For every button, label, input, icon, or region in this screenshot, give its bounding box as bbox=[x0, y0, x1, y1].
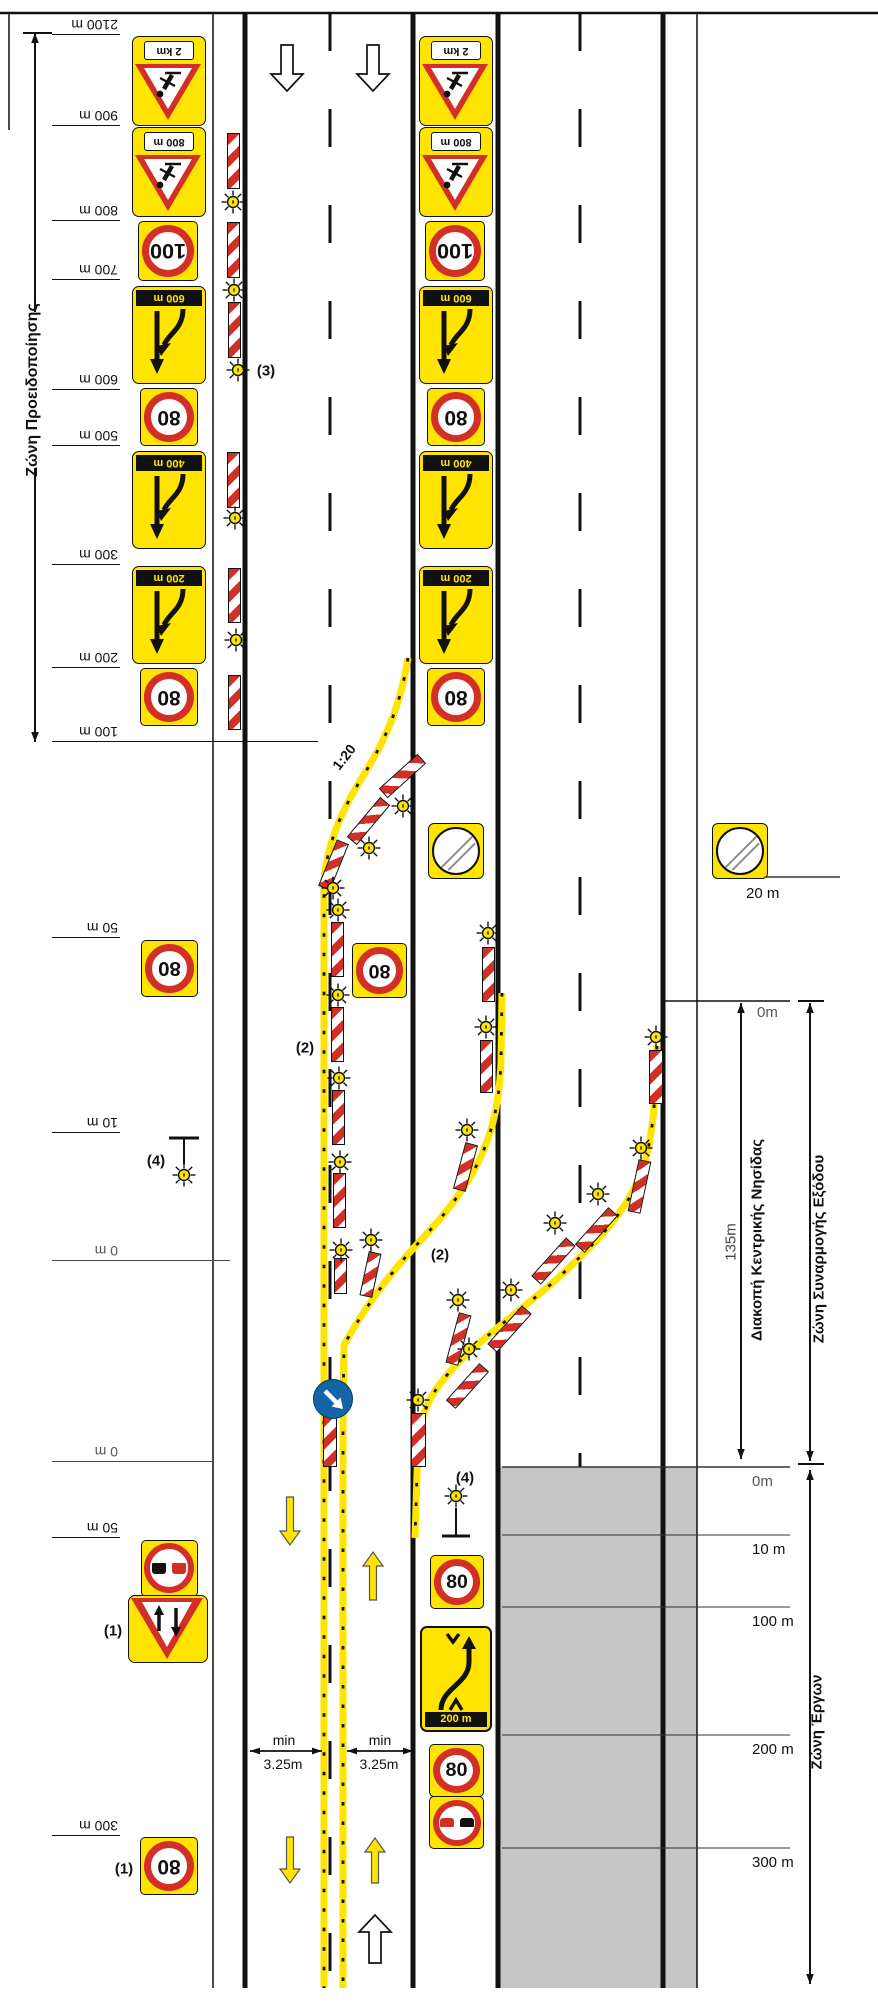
barrier-panel bbox=[480, 1040, 493, 1093]
min-width-label-left: min bbox=[272, 1732, 296, 1748]
speed-limit-value: 100 bbox=[429, 225, 481, 277]
distance-marker-line bbox=[52, 564, 120, 565]
work-zone-marker: 100 m bbox=[752, 1613, 794, 1630]
distance-marker: 50 m bbox=[86, 1520, 118, 1536]
distance-marker: 800 m bbox=[79, 203, 118, 219]
sign-speed bbox=[140, 668, 198, 726]
callout-label: (4) bbox=[146, 1152, 166, 1170]
traffic-arrow-down bbox=[357, 45, 389, 91]
sign-lane_ends bbox=[419, 286, 493, 384]
median-break-label: Διακοπή Κεντρικής Νησίδας bbox=[748, 1138, 766, 1342]
lane-ends-icon bbox=[131, 468, 205, 548]
sign-no_overtake bbox=[429, 1796, 484, 1849]
traffic-arrow-up bbox=[363, 1552, 383, 1600]
distance-marker-line bbox=[52, 445, 120, 446]
callout-label: (3) bbox=[256, 362, 276, 380]
distance-marker: 50 m bbox=[86, 920, 118, 936]
sign-speed bbox=[429, 1744, 484, 1797]
speed-limit-value: 80 bbox=[433, 1748, 480, 1793]
distance-marker: 300 m bbox=[79, 547, 118, 563]
speed-limit-value: 80 bbox=[431, 392, 481, 442]
lane-ends-icon bbox=[418, 583, 492, 663]
lane-ends-icon bbox=[418, 468, 492, 548]
temp-line-crossover-outer bbox=[343, 993, 502, 1414]
sign-speed bbox=[425, 221, 485, 281]
distance-plaque: 200 m bbox=[423, 570, 489, 586]
distance-marker: 200 m bbox=[79, 650, 118, 666]
speed-limit-value: 80 bbox=[144, 672, 194, 722]
dimension-arrowhead bbox=[806, 1003, 814, 1013]
work-zone-marker: 0m bbox=[752, 1473, 773, 1490]
sign-lane_ends bbox=[132, 286, 206, 384]
sign-speed bbox=[140, 1837, 198, 1895]
temp-line-crossover-inner bbox=[415, 1046, 657, 1538]
warning-light-icon bbox=[445, 1485, 468, 1508]
sign-lane_ends bbox=[419, 566, 493, 664]
distance-marker-line bbox=[52, 389, 120, 390]
speed-limit-value: 80 bbox=[144, 392, 194, 442]
lane-ends-icon bbox=[131, 583, 205, 663]
lamp-post-icon bbox=[442, 1485, 470, 1537]
distance-marker-line bbox=[52, 34, 120, 35]
dimension-arrowhead bbox=[737, 1449, 745, 1459]
barrier-panel bbox=[228, 675, 241, 730]
zero-marker-top: 0m bbox=[757, 1004, 778, 1021]
distance-marker: 700 m bbox=[79, 262, 118, 278]
warning-light-icon bbox=[173, 1164, 196, 1187]
sign-lane_ends bbox=[132, 566, 206, 664]
barrier-panel bbox=[227, 222, 240, 278]
speed-limit-value: 100 bbox=[142, 225, 194, 277]
traffic-arrow-down bbox=[280, 1837, 300, 1883]
taper-ratio-label: 1:20 bbox=[329, 741, 359, 773]
barrier-panel bbox=[228, 568, 241, 623]
dimension-arrowhead bbox=[31, 33, 39, 43]
distance-marker-line bbox=[52, 125, 120, 126]
distance-marker-line bbox=[52, 1132, 120, 1133]
dimension-arrowhead bbox=[737, 1003, 745, 1013]
min-width-value-left: 3.25m bbox=[263, 1756, 303, 1772]
barrier-panel bbox=[228, 302, 241, 358]
sign-works_triangle bbox=[132, 36, 206, 126]
speed-limit-value: 80 bbox=[144, 1841, 194, 1891]
distance-marker: 600 m bbox=[79, 372, 118, 388]
barrier-panel bbox=[332, 1090, 345, 1145]
sign-speed bbox=[430, 1555, 484, 1609]
dimension-arrowhead bbox=[31, 732, 39, 742]
sign-no_overtake bbox=[141, 1540, 198, 1597]
distance-plaque: 200 m bbox=[136, 570, 202, 586]
traffic-arrow-down bbox=[280, 1497, 300, 1545]
barrier-panel bbox=[227, 133, 240, 189]
speed-limit-value: 80 bbox=[434, 1559, 480, 1605]
sign-lane_ends bbox=[419, 451, 493, 549]
distance-marker: 100 m bbox=[79, 724, 118, 740]
distance-marker: 0 m bbox=[94, 1444, 118, 1460]
sign-end_restrictions bbox=[428, 823, 484, 879]
distance-marker-line bbox=[52, 1461, 213, 1462]
barrier-panel bbox=[649, 1050, 663, 1104]
callout-label: (4) bbox=[455, 1469, 475, 1487]
callout-label: (2) bbox=[430, 1246, 450, 1264]
sign-keep_right bbox=[313, 1379, 353, 1419]
sign-works_triangle bbox=[132, 127, 206, 217]
distance-marker: 0 m bbox=[94, 1243, 118, 1259]
distance-marker: 300 m bbox=[79, 1818, 118, 1834]
work-zone-marker: 200 m bbox=[752, 1741, 794, 1758]
traffic-arrow-up bbox=[365, 1838, 385, 1883]
sign-works_triangle bbox=[419, 36, 493, 126]
no-overtaking-icon bbox=[145, 1544, 195, 1594]
distance-marker-line bbox=[52, 667, 120, 668]
barrier-panel bbox=[331, 1007, 344, 1062]
work-zone-label: Ζώνη Έργων bbox=[808, 1674, 826, 1770]
sign-lane_shift bbox=[420, 1626, 492, 1732]
min-width-value-right: 3.25m bbox=[359, 1756, 399, 1772]
dimension-arrowhead bbox=[806, 1974, 814, 1984]
distance-plaque: 400 m bbox=[423, 455, 489, 471]
barrier-panel bbox=[323, 1415, 337, 1467]
distance-marker-line bbox=[52, 279, 120, 280]
no-overtaking-icon bbox=[433, 1800, 481, 1846]
lamp-post-icon bbox=[169, 1138, 199, 1187]
lane-ends-icon bbox=[418, 303, 492, 383]
traffic-arrow-down bbox=[271, 45, 303, 91]
sign-speed bbox=[140, 388, 198, 446]
temp-line-crossover-outer-dots bbox=[343, 993, 502, 1414]
dimension-arrowhead bbox=[250, 1748, 260, 1755]
callout-label: (2) bbox=[295, 1039, 315, 1057]
distance-plaque: 200 m bbox=[425, 1712, 487, 1727]
warning-zone-label: Ζώνη Προειδοποίησης bbox=[24, 303, 41, 477]
dimension-arrowhead bbox=[806, 1451, 814, 1461]
sign-speed bbox=[427, 388, 485, 446]
sign-two_way bbox=[128, 1595, 208, 1663]
distance-plaque: 600 m bbox=[423, 290, 489, 306]
barrier-panel bbox=[331, 922, 344, 977]
barrier-panel bbox=[482, 947, 495, 1002]
speed-limit-value: 80 bbox=[356, 947, 403, 994]
distance-marker: 900 m bbox=[79, 108, 118, 124]
two-way-traffic-icon bbox=[127, 1594, 207, 1662]
distance-marker-line bbox=[52, 1537, 120, 1538]
distance-plaque: 2 km bbox=[144, 41, 194, 60]
barrier-panel bbox=[334, 1258, 347, 1294]
distance-plaque: 400 m bbox=[136, 455, 202, 471]
sign-spacing-label: 20 m bbox=[746, 885, 780, 902]
distance-marker: 2100 m bbox=[71, 17, 118, 33]
distance-plaque: 800 m bbox=[431, 132, 481, 151]
dimension-arrowhead bbox=[806, 1470, 814, 1480]
distance-plaque: 2 km bbox=[431, 41, 481, 60]
temp-line-crossover-inner-dots bbox=[415, 1046, 657, 1538]
lane-ends-icon bbox=[131, 303, 205, 383]
lane-shift-icon bbox=[423, 1628, 489, 1712]
sign-speed bbox=[141, 940, 198, 997]
distance-marker-line bbox=[52, 1835, 120, 1836]
barrier-panel bbox=[333, 1173, 346, 1228]
keep-right-icon bbox=[314, 1380, 352, 1418]
end-restrictions-icon bbox=[432, 827, 480, 875]
sign-end_restrictions bbox=[712, 823, 768, 879]
sign-speed bbox=[427, 668, 485, 726]
distance-marker-line bbox=[52, 1260, 230, 1261]
sign-speed bbox=[138, 221, 198, 281]
work-zone-marker: 10 m bbox=[752, 1541, 786, 1558]
distance-marker-line bbox=[52, 220, 120, 221]
exit-merge-zone-label: Ζώνη Συναρμογής Εξόδου bbox=[810, 1154, 828, 1344]
distance-marker-line bbox=[52, 741, 318, 742]
speed-limit-value: 80 bbox=[431, 672, 481, 722]
distance-marker: 10 m bbox=[86, 1115, 118, 1131]
traffic-arrow-up bbox=[359, 1915, 391, 1963]
distance-marker-line bbox=[52, 937, 120, 938]
distance-marker: 500 m bbox=[79, 428, 118, 444]
callout-label: (1) bbox=[103, 1622, 123, 1640]
min-width-label-right: min bbox=[368, 1732, 392, 1748]
callout-label: (1) bbox=[114, 1860, 134, 1878]
speed-limit-value: 80 bbox=[145, 944, 194, 993]
end-restrictions-icon bbox=[716, 827, 764, 875]
median-break-length-label: 135m bbox=[722, 1223, 740, 1261]
distance-plaque: 800 m bbox=[144, 132, 194, 151]
sign-speed bbox=[352, 943, 407, 998]
sign-works_triangle bbox=[419, 127, 493, 217]
sign-lane_ends bbox=[132, 451, 206, 549]
barrier-panel bbox=[411, 1413, 426, 1467]
distance-plaque: 600 m bbox=[136, 290, 202, 306]
barrier-panel bbox=[227, 452, 240, 508]
dimension-arrowhead bbox=[347, 1748, 357, 1755]
work-zone-marker: 300 m bbox=[752, 1854, 794, 1871]
